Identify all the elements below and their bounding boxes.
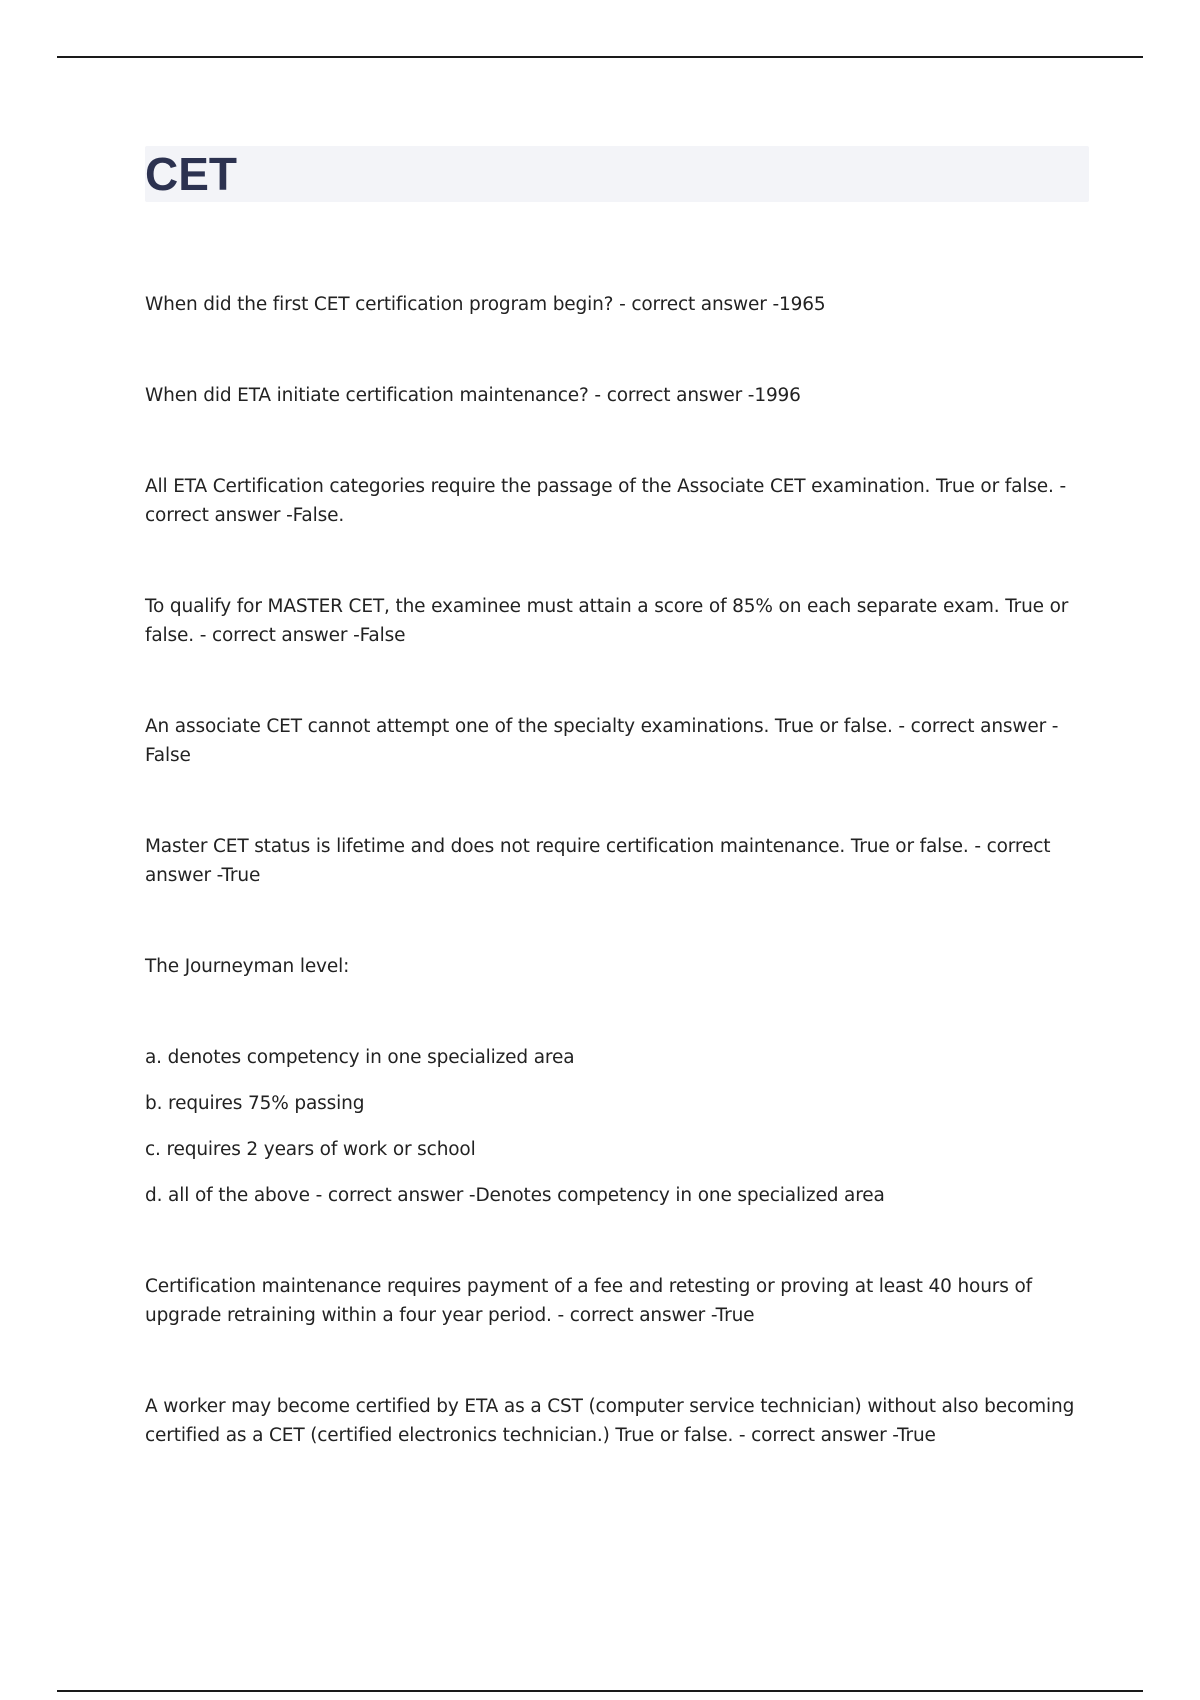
title-band bbox=[145, 146, 1089, 202]
question-5: An associate CET cannot attempt one of the specialty examinations. True or false. - correct answer -False bbox=[145, 716, 1059, 766]
bottom-rule bbox=[57, 1690, 1143, 1692]
option-a: a. denotes competency in one specialized area bbox=[145, 1047, 575, 1068]
question-6: Master CET status is lifetime and does not require certification maintenance. True or false. - correct answer -True bbox=[145, 836, 1051, 886]
top-rule bbox=[57, 56, 1143, 58]
question-7-stem: The Journeyman level: bbox=[145, 956, 350, 977]
question-4: To qualify for MASTER CET, the examinee must attain a score of 85% on each separate exam. True or false. - correct answer -False bbox=[145, 596, 1069, 646]
option-c: c. requires 2 years of work or school bbox=[145, 1139, 476, 1160]
question-2: When did ETA initiate certification maintenance? - correct answer -1996 bbox=[145, 385, 801, 406]
option-b: b. requires 75% passing bbox=[145, 1093, 365, 1114]
question-9: A worker may become certified by ETA as a CST (computer service technician) without also becoming certified as a CET (certified electronics technician.) True or false. - correct answer -True bbox=[145, 1396, 1075, 1446]
question-7-options bbox=[145, 1043, 1095, 1210]
question-1: When did the first CET certification program begin? - correct answer -1965 bbox=[145, 294, 826, 315]
question-8: Certification maintenance requires payment of a fee and retesting or proving at least 40 hours of upgrade retraining within a four year period. - correct answer -True bbox=[145, 1276, 1033, 1326]
page-title: CET bbox=[145, 148, 237, 200]
question-3: All ETA Certification categories require the passage of the Associate CET examination. True or false. - correct answer -False. bbox=[145, 476, 1067, 526]
option-d: d. all of the above - correct answer -Denotes competency in one specialized area bbox=[145, 1185, 885, 1206]
document-body bbox=[145, 290, 1095, 1512]
